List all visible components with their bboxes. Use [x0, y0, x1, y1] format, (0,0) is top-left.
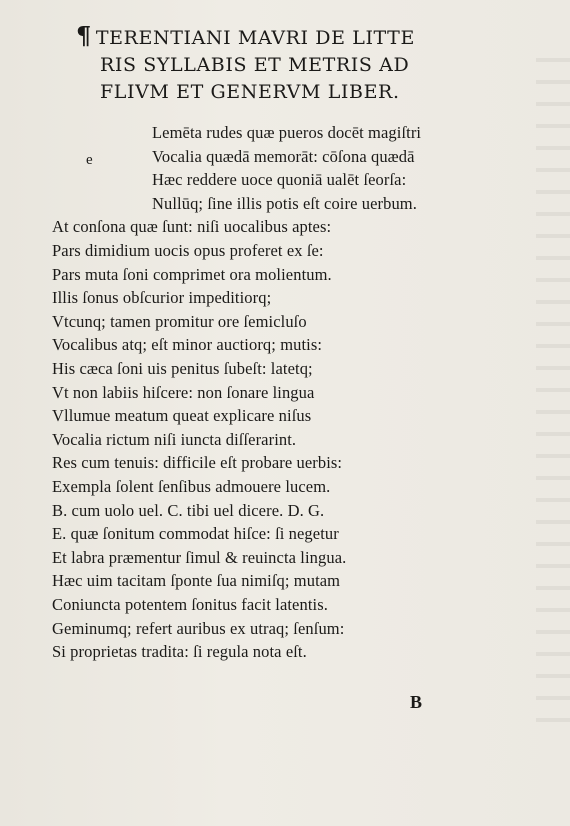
verse-line: B. cum uolo uel. C. tibi uel dicere. D. G.: [52, 500, 325, 520]
verse-line: At conſona quæ ſunt: niſi uocalibus aptes:: [52, 217, 332, 237]
verse-line: Nullūq; ſine illis potis eſt coire uerbum.: [152, 193, 417, 213]
verse-line: Res cum tenuis: difficile eſt probare uerbis:: [52, 453, 343, 473]
verse-line: Vocalibus atq; eſt minor auctiorq; mutis:: [52, 335, 323, 355]
heading-line-1: ¶ TERENTIANI MAVRI DE LITTE: [76, 21, 415, 50]
verse-line: Illis ſonus obſcurior impeditiorq;: [52, 288, 272, 308]
title-heading: [76, 22, 516, 106]
verse-line: Vtcunq; tamen promitur ore ſemicluſo: [52, 311, 307, 331]
verse-line: Vocalia rictum niſi iuncta diſſerarint.: [52, 429, 297, 449]
pilcrow-icon: ¶: [76, 21, 92, 50]
verse-line: Hæc reddere uoce quoniā ualēt ſeorſa:: [152, 170, 407, 190]
verse-line: Geminumq; refert auribus ex utraq; ſenſum:: [52, 618, 345, 638]
verse-line: His cæca ſoni uis penitus ſubeſt: latetq;: [52, 359, 313, 378]
verse-line: Et labra præmentur ſimul & reuincta lingua.: [52, 547, 347, 567]
verse-line: Pars muta ſoni comprimet ora molientum.: [52, 264, 332, 284]
heading-line-3: FLIVM ET GENERVM LIBER.: [100, 81, 400, 103]
show-through-text: [536, 40, 570, 740]
verse-line: Lemēta rudes quæ pueros docēt magiſtri: [152, 123, 422, 142]
marginal-note: e: [86, 152, 93, 168]
verse-line: Pars dimidium uocis opus proferet ex ſe:: [52, 241, 324, 260]
heading-line-2: RIS SYLLABIS ET METRIS AD: [100, 54, 410, 76]
verse-line: Si proprietas tradita: ſi regula nota eſt.: [52, 642, 307, 662]
verse-line: Coniuncta potentem ſonitus facit latentis.: [52, 595, 328, 614]
verse-line: Vllumue meatum queat explicare niſus: [52, 406, 312, 426]
verse-line: Vt non labiis hiſcere: non ſonare lingua: [52, 382, 315, 402]
verse-line: Exempla ſolent ſenſibus admouere lucem.: [52, 477, 331, 496]
verse-line: E. quæ ſonitum commodat hiſce: ſi negetur: [52, 524, 339, 544]
verse-line: Hæc uim tacitam ſponte ſua nimiſq; mutam: [52, 571, 341, 591]
signature-mark: B: [410, 692, 423, 712]
verse-line: Vocalia quædā memorāt: cōſona quædā: [152, 146, 415, 166]
